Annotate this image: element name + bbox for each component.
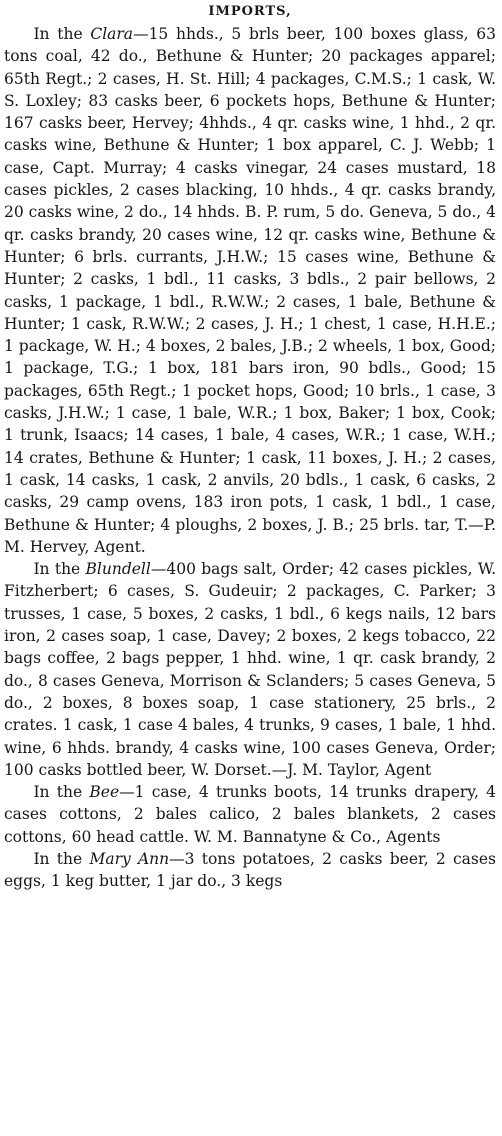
entry-cargo-text: —15 hhds., 5 brls beer, 100 boxes glass, 63 tons coal, 42 do., Bethune & Hunter; 20 packages apparel; 65th Regt.; 2 cases, H. St. Hill; 4 packages, C.M.S.; 1 cask, W. S. Loxley; 83 casks beer, 6 pockets hops, Bethune & Hunter; 167 casks beer, Hervey; 4hhds., 4 qr. casks wine, 1 hhd., 2 qr. casks wine, Bethune & Hunter; 1 box apparel, C. J. Webb; 1 case, Capt. Murray; 4 casks vinegar, 24 cases mustard, 18 cases pickles, 2 cases blacking, 10 hhds., 4 qr. casks brandy, 20 casks wine, 2 do., 14 hhds. B. P. rum, 5 do. Geneva, 5 do., 4 qr. casks brandy, 20 cases wine, 12 qr. casks wine, Bethune & Hunter; 6 brls. currants, J.H.W.; 15 cases wine, Bethune & Hunter; 2 casks, 1 bdl., 11 casks, 3 bdls., 2 pair bellows, 2 casks, 1 package, 1 bdl., R.W.W.; 2 cases, 1 bale, Bethune & Hunter; 1 cask, R.W.W.; 2 cases, J. H.; 1 chest, 1 case, H.H.E.; 1 package, W. H.; 4 boxes, 2 bales, J.B.; 2 wheels, 1 box, Good; 1 package, T.G.; 1 box, 181 bars iron, 90 bdls., Good; 15 packages, 65th Regt.; 1 pocket hops, Good; 10 brls., 1 case, 3 casks, J.H.W.; 1 case, 1 bale, W.R.; 1 box, Baker; 1 box, Cook; 1 trunk, Isaacs; 14 cases, 1 bale, 4 cases, W.R.; 1 case, W.H.; 14 crates, Bethune & Hunter; 1 cask, 11 boxes, J. H.; 2 cases, 1 cask, 14 casks, 1 cask, 2 anvils, 20 bdls., 1 cask, 6 casks, 2 casks, 29 camp ovens, 183 iron pots, 1 cask, 1 bdl., 1 case, Bethune & Hunter; 4 ploughs, 2 boxes, J. B.; 25 brls. tar, T.—P. M. Hervey, Agent. <box>4 25 497 556</box>
ship-name: Mary Ann <box>89 849 170 868</box>
import-entry-clara <box>4 23 496 558</box>
import-entry-blundell <box>4 558 496 781</box>
import-entry-mary-ann <box>4 848 496 893</box>
entry-prefix: In the <box>33 783 90 802</box>
ship-name: Blundell <box>85 560 151 579</box>
ship-name: Clara <box>90 25 134 43</box>
entry-prefix: In the <box>33 560 86 579</box>
section-heading: IMPORTS, <box>208 4 292 19</box>
ship-name: Bee <box>89 783 120 802</box>
import-entry-bee <box>4 781 496 848</box>
entry-cargo-text: —1 case, 4 trunks boots, 14 trunks drapery, 4 cases cottons, 2 bales calico, 2 bales blankets, 2 cases cottons, 60 head cattle. W. M. Bannatyne & Co., Agents <box>4 783 496 846</box>
entry-cargo-text: —400 bags salt, Order; 42 cases pickles, W. Fitzherbert; 6 cases, S. Gudeuir; 2 packages, C. Parker; 3 trusses, 1 case, 5 boxes, 2 casks, 1 bdl., 6 kegs nails, 12 bars iron, 2 cases soap, 1 case, Davey; 2 boxes, 2 kegs tobacco, 22 bags coffee, 2 bags pepper, 1 hhd. wine, 1 qr. cask brandy, 2 do., 8 cases Geneva, Morrison & Sclanders; 5 cases Geneva, 5 do., 2 boxes, 8 boxes soap, 1 case stationery, 25 brls., 2 crates. 1 cask, 1 case 4 bales, 4 trunks, 9 cases, 1 bale, 1 hhd. wine, 6 hhds. brandy, 4 casks wine, 100 cases Geneva, Order; 100 casks bottled beer, W. Dorset.—J. M. Taylor, Agent <box>4 560 497 779</box>
entry-prefix: In the <box>33 25 91 43</box>
entry-cargo-text: —3 tons potatoes, 2 casks beer, 2 cases eggs, 1 keg butter, 1 jar do., 3 kegs <box>4 849 497 891</box>
entry-prefix: In the <box>33 849 90 868</box>
